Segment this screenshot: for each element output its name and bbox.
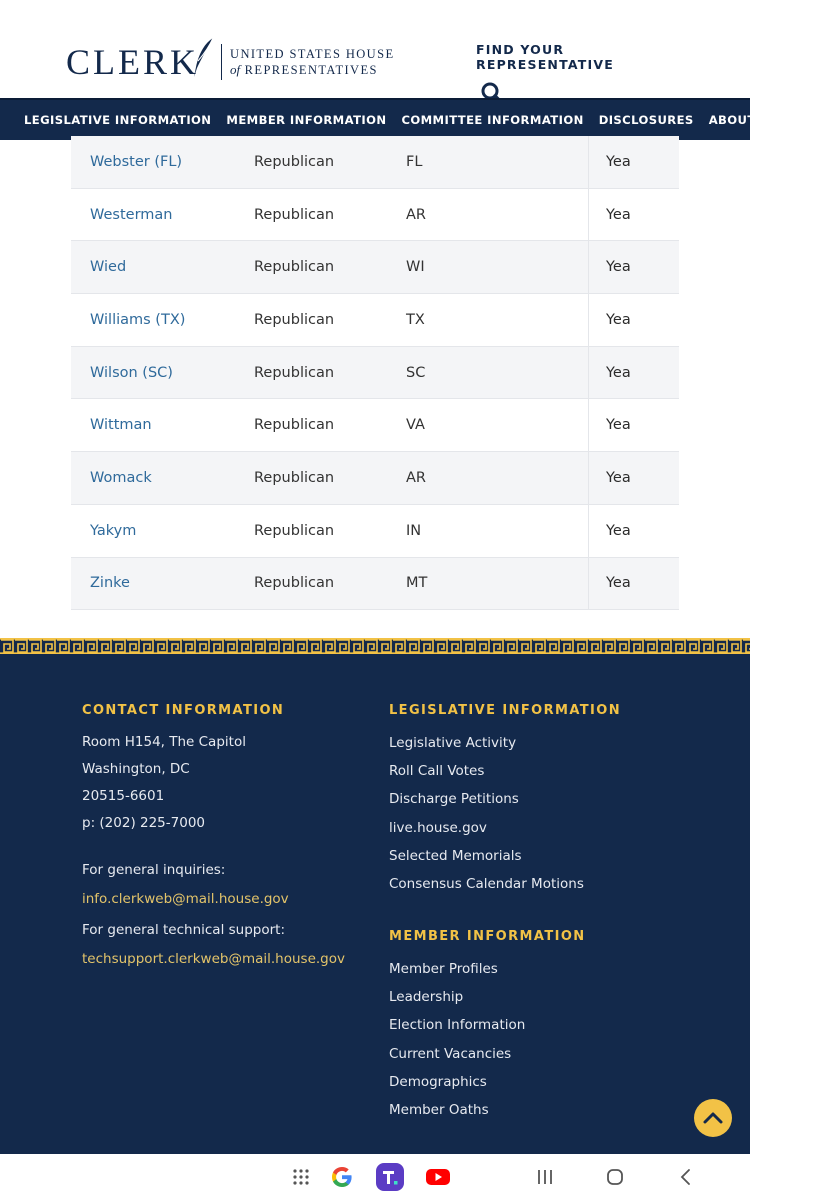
main-nav — [0, 98, 835, 140]
member-name-link[interactable]: Yakym — [90, 522, 137, 539]
member-vote: Yea — [606, 364, 631, 381]
vote-cell — [588, 241, 679, 293]
apps-grid-icon[interactable] — [286, 1162, 316, 1192]
nav-member-information[interactable]: MEMBER INFORMATION — [226, 113, 387, 127]
member-vote: Yea — [606, 522, 631, 539]
member-party: Republican — [254, 206, 335, 223]
logo-line-2-text: REPRESENTATIVES — [244, 63, 378, 77]
member-name-link[interactable]: Zinke — [90, 575, 130, 592]
footer-link-consensus-calendar[interactable]: Consensus Calendar Motions — [389, 875, 584, 892]
footer-link-selected-memorials[interactable]: Selected Memorials — [389, 847, 522, 864]
legislative-links — [389, 729, 584, 898]
member-party: Republican — [254, 153, 335, 170]
member-party: Republican — [254, 575, 335, 592]
member-links — [389, 955, 525, 1124]
member-party: Republican — [254, 364, 335, 381]
footer-link-member-oaths[interactable]: Member Oaths — [389, 1101, 489, 1118]
recents-icon[interactable] — [530, 1162, 560, 1192]
youtube-icon[interactable] — [423, 1162, 453, 1192]
member-vote: Yea — [606, 575, 631, 592]
table-row — [71, 294, 679, 347]
member-name-link[interactable]: Williams (TX) — [90, 311, 186, 328]
address-line-2: Washington, DC — [82, 761, 190, 777]
footer-link-leadership[interactable]: Leadership — [389, 989, 464, 1006]
table-row — [71, 558, 679, 611]
table-row — [71, 452, 679, 505]
general-inquiries-label: For general inquiries: — [82, 862, 226, 878]
truth-social-icon[interactable] — [375, 1162, 405, 1192]
nav-legislative-information[interactable]: LEGISLATIVE INFORMATION — [24, 113, 212, 127]
find-rep-label: FIND YOUR REPRESENTATIVE — [476, 42, 614, 72]
member-party: Republican — [254, 417, 335, 434]
footer-link-election-information[interactable]: Election Information — [389, 1017, 526, 1034]
tech-support-label: For general technical support: — [82, 922, 285, 938]
member-name-link[interactable]: Womack — [90, 469, 152, 486]
roll-call-table — [71, 136, 679, 610]
member-party: Republican — [254, 311, 335, 328]
site-footer — [0, 654, 750, 1154]
table-row — [71, 189, 679, 242]
footer-link-roll-call-votes[interactable]: Roll Call Votes — [389, 763, 485, 780]
logo-line-2 — [230, 62, 395, 78]
member-party: Republican — [254, 259, 335, 276]
member-state: TX — [406, 311, 425, 328]
member-name-link[interactable]: Webster (FL) — [90, 153, 183, 170]
clerk-logo[interactable] — [66, 44, 395, 80]
nav-disclosures[interactable]: DISCLOSURES — [598, 113, 694, 127]
member-state: MT — [406, 575, 428, 592]
back-to-top-button[interactable] — [694, 1099, 732, 1137]
footer-link-demographics[interactable]: Demographics — [389, 1073, 487, 1090]
table-row — [71, 505, 679, 558]
general-inquiries — [82, 857, 289, 914]
logo-divider — [221, 44, 222, 80]
vote-cell — [588, 452, 679, 504]
member-vote: Yea — [606, 259, 631, 276]
vote-cell — [588, 189, 679, 241]
quill-icon — [189, 37, 217, 79]
logo-of: of — [230, 62, 241, 77]
table-row — [71, 136, 679, 189]
logo-line-1: UNITED STATES HOUSE — [230, 47, 395, 61]
contact-heading: CONTACT INFORMATION — [82, 703, 285, 718]
general-email-link[interactable]: info.clerkweb@mail.house.gov — [82, 891, 289, 907]
member-vote: Yea — [606, 417, 631, 434]
member-heading: MEMBER INFORMATION — [389, 929, 586, 944]
member-state: FL — [406, 153, 423, 170]
back-icon[interactable] — [670, 1162, 700, 1192]
member-name-link[interactable]: Wied — [90, 259, 127, 276]
site-header — [0, 0, 750, 98]
vote-cell — [588, 136, 679, 188]
address-line-3: 20515-6601 — [82, 788, 165, 804]
table-row — [71, 241, 679, 294]
home-icon[interactable] — [600, 1162, 630, 1192]
legislative-heading: LEGISLATIVE INFORMATION — [389, 703, 622, 718]
nav-about-the-clerk[interactable]: ABOUT THE CLERK — [708, 113, 835, 127]
member-state: AR — [406, 469, 426, 486]
greek-key-border — [0, 638, 750, 654]
member-name-link[interactable]: Wittman — [90, 417, 152, 434]
member-state: AR — [406, 206, 426, 223]
nav-committee-information[interactable]: COMMITTEE INFORMATION — [401, 113, 584, 127]
member-state: SC — [406, 364, 426, 381]
vote-cell — [588, 347, 679, 399]
google-icon[interactable] — [327, 1162, 357, 1192]
footer-link-live-house[interactable]: live.house.gov — [389, 819, 487, 836]
table-row — [71, 347, 679, 400]
contact-address — [82, 729, 246, 837]
technical-support — [82, 917, 345, 974]
logo-wordmark: CLERK — [66, 42, 200, 82]
member-vote: Yea — [606, 311, 631, 328]
address-line-1: Room H154, The Capitol — [82, 734, 246, 750]
vote-cell — [588, 399, 679, 451]
member-state: WI — [406, 259, 425, 276]
footer-link-legislative-activity[interactable]: Legislative Activity — [389, 735, 517, 751]
member-state: VA — [406, 417, 425, 434]
footer-link-discharge-petitions[interactable]: Discharge Petitions — [389, 791, 519, 808]
member-state: IN — [406, 522, 422, 539]
logo-subtitle — [230, 46, 395, 78]
vote-cell — [588, 505, 679, 557]
member-vote: Yea — [606, 469, 631, 486]
member-name-link[interactable]: Wilson (SC) — [90, 364, 173, 381]
member-vote: Yea — [606, 153, 631, 170]
member-vote: Yea — [606, 206, 631, 223]
vote-cell — [588, 294, 679, 346]
member-name-link[interactable]: Westerman — [90, 206, 173, 223]
vote-cell — [588, 558, 679, 610]
tech-email-link[interactable]: techsupport.clerkweb@mail.house.gov — [82, 951, 345, 967]
footer-link-current-vacancies[interactable]: Current Vacancies — [389, 1045, 512, 1062]
footer-link-member-profiles[interactable]: Member Profiles — [389, 961, 498, 977]
table-row — [71, 399, 679, 452]
member-party: Republican — [254, 522, 335, 539]
system-navigation-bar — [0, 1154, 750, 1200]
member-party: Republican — [254, 469, 335, 486]
phone-number: p: (202) 225-7000 — [82, 815, 205, 831]
chevron-up-icon — [703, 1111, 723, 1125]
